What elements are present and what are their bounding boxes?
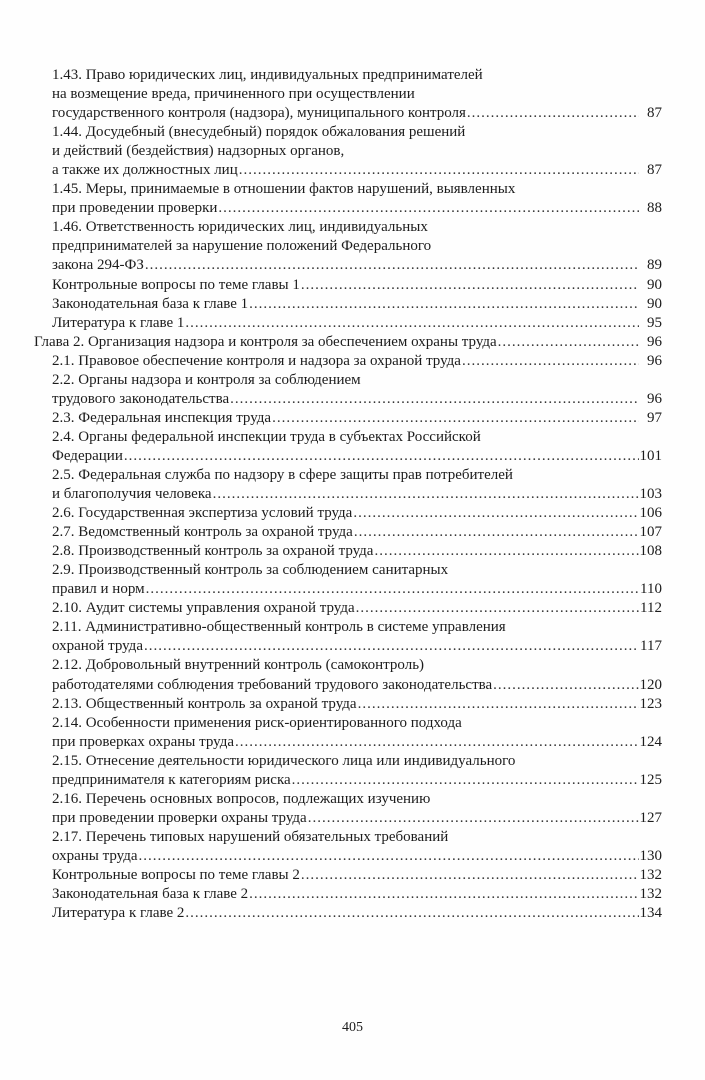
toc-entry-line [52, 504, 662, 523]
toc-entry-text: 2.14. Особенности применения риск-ориентированного подхода [52, 714, 462, 731]
toc-entry [0, 123, 705, 180]
toc-entry-line [52, 295, 662, 314]
toc-entry-text: 2.17. Перечень типовых нарушений обязательных требований [52, 828, 449, 845]
toc-entry-line [52, 637, 662, 656]
dot-leader [239, 161, 639, 180]
toc-entry-text: 2.4. Органы федеральной инспекции труда в субъектах Российской [52, 428, 481, 445]
toc-page-number: 117 [640, 638, 662, 655]
dot-leader [249, 295, 639, 314]
page-number: 405 [342, 1020, 363, 1035]
toc-entry-line [52, 161, 662, 180]
toc-entry-text: Глава 2. Организация надзора и контроля за обеспечением охраны труда [34, 333, 497, 350]
dot-leader [467, 104, 639, 123]
toc-entry-text: работодателями соблюдения требований трудового законодательства [52, 676, 493, 693]
toc-entry-text: правил и норм [52, 581, 145, 598]
toc-entry-line [52, 314, 662, 333]
toc-entry-text: Контрольные вопросы по теме главы 2 [52, 866, 300, 883]
toc-entry-text: 2.10. Аудит системы управления охраной труда [52, 600, 355, 617]
toc-page-number: 107 [639, 524, 662, 541]
toc-page-number: 108 [639, 543, 662, 560]
toc-entry [0, 218, 705, 275]
toc-entry [0, 714, 705, 752]
toc-entry [0, 504, 705, 523]
toc-entry [0, 695, 705, 714]
dot-leader [358, 695, 639, 714]
toc-page-number: 125 [639, 771, 662, 788]
toc-page-number: 127 [639, 809, 662, 826]
toc-entry-text: и благополучия человека [52, 486, 212, 503]
toc-entry-line [52, 485, 662, 504]
toc-page-number: 90 [647, 295, 662, 312]
dot-leader [213, 485, 639, 504]
toc-entry-line [52, 542, 662, 561]
toc-entry-text: предпринимателей за нарушение положений Федерального [52, 238, 432, 255]
toc-entry [0, 866, 705, 885]
toc-entry-line [34, 333, 662, 352]
dot-leader [139, 847, 639, 866]
toc-page-number: 120 [639, 676, 662, 693]
toc-entry [0, 409, 705, 428]
toc-entry-text: трудового законодательства [52, 390, 230, 407]
toc-entry-line [52, 866, 662, 885]
toc-entry-line [52, 771, 662, 790]
toc-entry-text: охраной труда [52, 638, 143, 655]
toc-page-number: 87 [647, 105, 662, 122]
dot-leader [354, 523, 639, 542]
toc-entry-line [52, 847, 662, 866]
toc-entry-line [52, 695, 662, 714]
toc-entry-line [52, 409, 662, 428]
dot-leader [374, 542, 638, 561]
dot-leader [356, 599, 639, 618]
toc-entry [0, 295, 705, 314]
toc-entry-line [52, 523, 662, 542]
dot-leader [124, 447, 639, 466]
toc-entry-text: Литература к главе 1 [52, 314, 185, 331]
toc-entry-line [52, 256, 662, 275]
toc-page-number: 89 [647, 257, 662, 274]
toc-entry [0, 314, 705, 333]
toc-page-number: 132 [639, 886, 662, 903]
toc-entry-text: 1.46. Ответственность юридических лиц, индивидуальных [52, 219, 428, 236]
dot-leader [145, 256, 639, 275]
toc-entry [0, 561, 705, 599]
toc-entry [0, 66, 705, 123]
toc-page-number: 101 [639, 447, 662, 464]
toc-entry-text: Федерации [52, 447, 123, 464]
toc-entry-text: 2.6. Государственная экспертиза условий труда [52, 505, 353, 522]
dot-leader [353, 504, 638, 523]
toc-page-number: 110 [640, 581, 662, 598]
toc-entry [0, 523, 705, 542]
toc-entry-text: при проверках охраны труда [52, 733, 234, 750]
toc-page-number: 123 [639, 695, 662, 712]
toc-entry [0, 466, 705, 504]
toc-entry [0, 180, 705, 218]
toc-entry [0, 885, 705, 904]
toc-entry [0, 428, 705, 466]
toc-entry-text: закона 294-ФЗ [52, 257, 144, 274]
toc-entry-text: 2.12. Добровольный внутренний контроль (самоконтроль) [52, 657, 425, 674]
toc-entry-text: 2.13. Общественный контроль за охраной труда [52, 695, 357, 712]
toc-entry-text: при проведении проверки охраны труда [52, 809, 307, 826]
toc-entry [0, 599, 705, 618]
toc-page-number: 87 [647, 162, 662, 179]
toc-entry-text: 2.7. Ведомственный контроль за охраной труда [52, 524, 353, 541]
toc-page-number: 106 [639, 505, 662, 522]
toc-entry-text: Законодательная база к главе 1 [52, 295, 249, 312]
toc-entry-line [52, 352, 662, 371]
toc-entry-text: 2.3. Федеральная инспекция труда [52, 409, 272, 426]
toc-page-number: 96 [647, 390, 662, 407]
toc-entry [0, 352, 705, 371]
dot-leader [235, 733, 639, 752]
toc-entry-text: 2.2. Органы надзора и контроля за соблюдением [52, 371, 361, 388]
toc-entry [0, 542, 705, 561]
toc-entry [0, 371, 705, 409]
toc-entry-line [52, 676, 662, 695]
toc-entry-text: 2.15. Отнесение деятельности юридического лица или индивидуального [52, 752, 516, 769]
toc-page-number: 96 [647, 352, 662, 369]
toc-page-number: 96 [647, 333, 662, 350]
toc-entry [0, 904, 705, 923]
toc-entry-line [52, 447, 662, 466]
toc-entry-text: на возмещение вреда, причиненного при осуществлении [52, 86, 415, 103]
dot-leader [249, 885, 638, 904]
dot-leader [185, 904, 638, 923]
toc-entry-text: охраны труда [52, 847, 138, 864]
toc-page-number: 88 [647, 200, 662, 217]
toc-entry [0, 752, 705, 790]
toc-entry-text: Законодательная база к главе 2 [52, 886, 249, 903]
toc-entry-text: 2.9. Производственный контроль за соблюдением санитарных [52, 562, 449, 579]
toc-entry-text: 2.11. Административно-общественный контроль в системе управления [52, 619, 506, 636]
toc-entry-text: 1.43. Право юридических лиц, индивидуальных предпринимателей [52, 67, 483, 83]
toc-entry-line [52, 580, 662, 599]
toc-entry-text: государственного контроля (надзора), муниципального контроля [52, 105, 466, 122]
toc-page-number: 90 [647, 276, 662, 293]
toc-chapter-heading [0, 333, 705, 352]
toc-entry-text: Контрольные вопросы по теме главы 1 [52, 276, 300, 293]
toc-entry-text: Литература к главе 2 [52, 905, 185, 922]
toc-entry [0, 656, 705, 694]
dot-leader [144, 637, 639, 656]
toc-page-number: 103 [639, 486, 662, 503]
table-of-contents [0, 66, 705, 923]
dot-leader [493, 676, 638, 695]
dot-leader [301, 866, 639, 885]
toc-page-number: 124 [639, 733, 662, 750]
toc-entry-text: 2.8. Производственный контроль за охраной труда [52, 543, 374, 560]
toc-entry-line [52, 104, 662, 123]
toc-entry-text: а также их должностных лиц [52, 162, 238, 179]
toc-entry-line [52, 199, 662, 218]
toc-entry-text: предпринимателя к категориям риска [52, 771, 291, 788]
toc-entry [0, 828, 705, 866]
dot-leader [230, 390, 639, 409]
dot-leader [462, 352, 639, 371]
toc-page-number: 134 [639, 905, 662, 922]
toc-page-number: 112 [640, 600, 662, 617]
toc-entry-line [52, 809, 662, 828]
toc-page-number: 130 [639, 847, 662, 864]
toc-entry-text: 1.45. Меры, принимаемые в отношении фактов нарушений, выявленных [52, 181, 516, 198]
dot-leader [272, 409, 639, 428]
toc-entry [0, 276, 705, 295]
toc-entry-text: 2.1. Правовое обеспечение контроля и надзора за охраной труда [52, 352, 461, 369]
dot-leader [146, 580, 639, 599]
toc-entry-line [52, 733, 662, 752]
toc-entry-text: 1.44. Досудебный (внесудебный) порядок обжалования решений [52, 124, 466, 141]
toc-entry [0, 618, 705, 656]
dot-leader [218, 199, 639, 218]
toc-entry-text: при проведении проверки [52, 200, 218, 217]
toc-entry-line [52, 885, 662, 904]
toc-entry-text: и действий (бездействия) надзорных органов, [52, 143, 345, 160]
dot-leader [498, 333, 639, 352]
dot-leader [308, 809, 639, 828]
toc-entry-text: 2.16. Перечень основных вопросов, подлежащих изучению [52, 790, 431, 807]
toc-entry-line [52, 276, 662, 295]
toc-page-number: 132 [639, 866, 662, 883]
toc-entry [0, 790, 705, 828]
toc-entry-line [52, 390, 662, 409]
dot-leader [185, 314, 639, 333]
toc-entry-line [52, 599, 662, 618]
dot-leader [292, 771, 639, 790]
toc-entry-line [52, 904, 662, 923]
toc-entry-text: 2.5. Федеральная служба по надзору в сфере защиты прав потребителей [52, 466, 513, 483]
toc-page-number: 97 [647, 409, 662, 426]
toc-page-number: 95 [647, 314, 662, 331]
dot-leader [301, 276, 639, 295]
